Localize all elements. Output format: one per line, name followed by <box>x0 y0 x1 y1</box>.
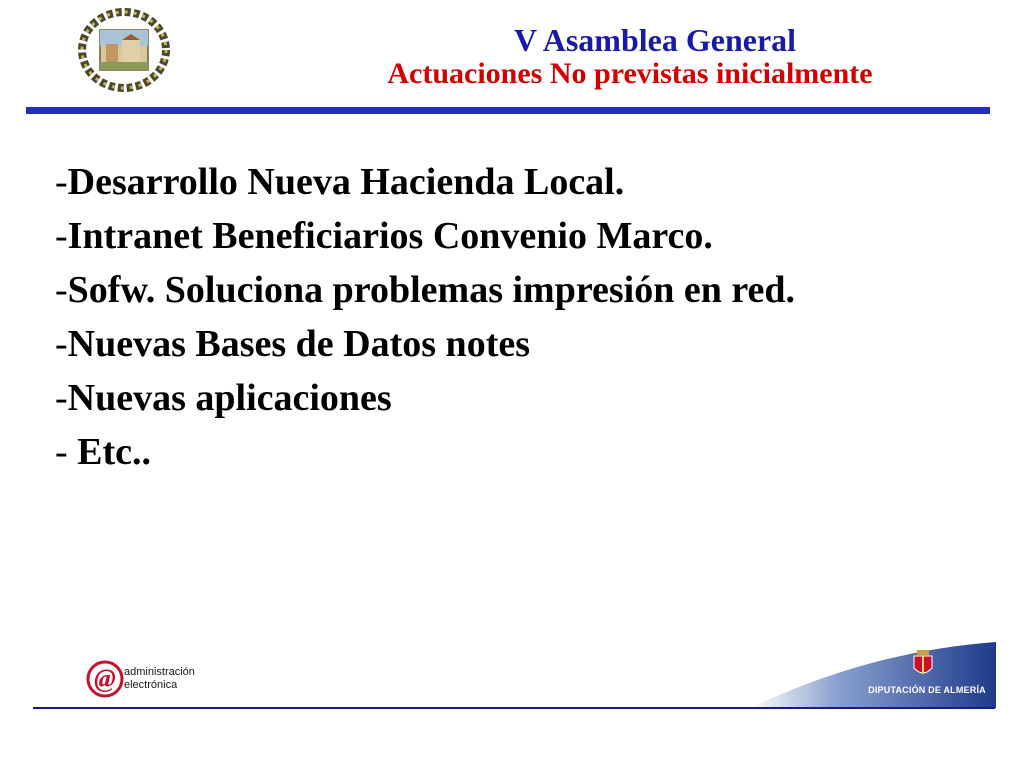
admin-logo-line2: electrónica <box>124 679 178 691</box>
title-block <box>230 22 990 90</box>
coat-of-arms-icon <box>912 650 934 678</box>
admin-logo-text <box>124 666 195 692</box>
list-item <box>55 155 995 209</box>
slide-title: V Asamblea General <box>513 22 797 58</box>
footer-divider <box>33 707 995 709</box>
bullet-text: Etc.. <box>77 431 152 473</box>
list-item <box>55 425 995 479</box>
diputacion-band <box>750 640 996 708</box>
bullet-dash: - <box>55 323 68 365</box>
list-item <box>55 209 995 263</box>
admin-logo-line1: administración <box>124 666 195 678</box>
town-emblem-icon <box>78 8 170 92</box>
bullet-dash: - <box>55 431 78 473</box>
bullet-text: Nuevas aplicaciones <box>67 377 392 419</box>
bullet-list <box>55 155 995 479</box>
bullet-dash: - <box>55 269 68 311</box>
list-item <box>55 263 995 317</box>
admin-electronica-logo <box>86 660 216 705</box>
list-item <box>55 317 995 371</box>
bullet-text: Desarrollo Nueva Hacienda Local. <box>67 161 625 203</box>
svg-text:@: @ <box>94 664 116 693</box>
title-divider <box>26 107 990 114</box>
diputacion-label: DIPUTACIÓN DE ALMERÍA <box>868 685 986 695</box>
bullet-dash: - <box>55 161 68 203</box>
at-sign-icon <box>86 660 124 698</box>
bullet-text: Sofw. Soluciona problemas impresión en red. <box>67 269 796 311</box>
bullet-dash: - <box>55 215 68 257</box>
list-item <box>55 371 995 425</box>
slide-subtitle: Actuaciones No previstas inicialmente <box>387 57 873 90</box>
bullet-dash: - <box>55 377 68 419</box>
bullet-text: Intranet Beneficiarios Convenio Marco. <box>67 215 713 257</box>
bullet-text: Nuevas Bases de Datos notes <box>67 323 531 365</box>
